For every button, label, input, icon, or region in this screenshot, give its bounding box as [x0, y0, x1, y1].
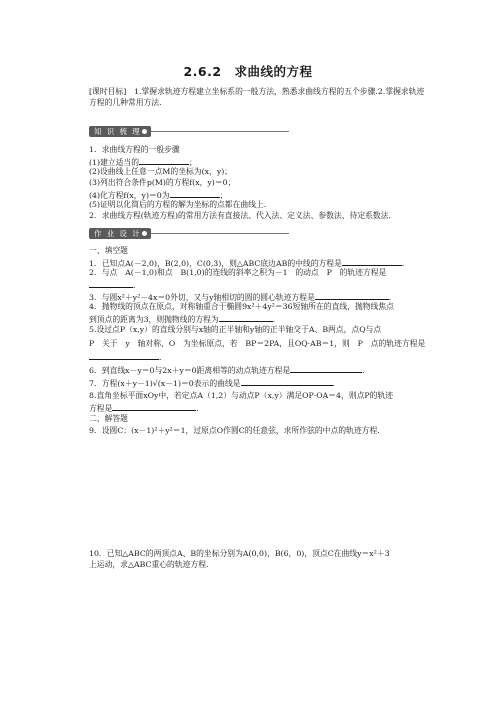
- question-5-cont: P 关于 y 轴对称，O 为坐标原点，若 BP＝2PA，且OQ·AB＝1，则 P 点的轨迹方程是: [89, 339, 426, 348]
- answer-blank[interactable]: [290, 364, 362, 373]
- section-label: 作 业 设 计: [89, 228, 151, 239]
- question-6: 6．到直线x－y＝0与2x＋y＝0距离相等的动点轨迹方程是 ．: [89, 366, 370, 375]
- section-label: 知 识 梳 理: [89, 126, 151, 137]
- section-header-homework: [89, 228, 289, 239]
- section-divider: [151, 131, 289, 132]
- answer-blank[interactable]: [241, 377, 333, 386]
- knowledge-line: 1．求曲线方程的一般步骤: [89, 145, 180, 154]
- knowledge-line: (1)建立适当的 ；: [89, 158, 197, 167]
- knowledge-line: (2)设曲线上任意一点M的坐标为(x，y)；: [89, 167, 233, 176]
- page-title: 2.6.2 求曲线的方程: [183, 64, 313, 79]
- question-5: 5.设过点P（x,y）的直线分别与x轴的正半轴和y轴的正半轴交于A、B两点，点Q与点: [89, 325, 382, 334]
- question-10: 10．已知△ABC的两顶点A、B的坐标分别为A(0,0)，B(6，0)，顶点C在曲线y＝x²＋3: [89, 549, 390, 558]
- answer-blank[interactable]: [89, 351, 159, 360]
- lesson-objective: [课时目标] 1.掌握求轨迹方程建立坐标系的一般方法，熟悉求曲线方程的五个步骤.2.掌握求轨迹方程的几种常用方法.: [89, 87, 425, 107]
- knowledge-line: (4)化方程f(x，y)＝0为 ；: [89, 191, 228, 200]
- knowledge-line: (5)证明以化简后的方程的解为坐标的点都在曲线上．: [89, 200, 272, 209]
- question-4: 4．抛物线的顶点在原点，对称轴重合于椭圆9x²＋4y²＝36短轴所在的直线，抛物线焦点: [89, 302, 394, 311]
- question-7: 7．方程(x＋y－1)√(x－1)＝0表示的曲线是 ．: [89, 379, 341, 388]
- knowledge-line: 2．求曲线方程(轨迹方程)的常用方法有直接法、代入法、定义法、参数法、待定系数法.: [89, 211, 392, 220]
- question-10-cont: 上运动，求△ABC重心的轨迹方程.: [89, 560, 209, 569]
- subsection-title: 一、填空题: [89, 246, 128, 255]
- question-8: 8.直角坐标平面xOy中，若定点A（1,2）与动点P（x,y）满足OP·OA＝4，则点P的轨迹: [89, 391, 394, 400]
- answer-blank[interactable]: [342, 257, 402, 266]
- answer-blank[interactable]: [170, 189, 220, 198]
- question-3: 3．与圆x²＋y²－4x＝0外切，又与y轴相切的圆的圆心轨迹方程是 ．: [89, 293, 397, 302]
- question-9: 9．设圆C：(x－1)²＋y²＝1，过原点O作圆C的任意弦，求所作弦的中点的轨迹方程.: [89, 426, 380, 435]
- question-4-cont: 到顶点的距离为3，则抛物线的方程为 ．: [89, 315, 281, 324]
- answer-blank[interactable]: [315, 291, 389, 300]
- section-header-knowledge: [89, 126, 289, 137]
- bullet-dot-icon: [142, 231, 147, 236]
- knowledge-line: (3)列出符合条件p(M)的方程f(x，y)＝0；: [89, 178, 236, 187]
- question-8-cont: 方程是 ．: [89, 404, 205, 413]
- answer-blank[interactable]: [219, 313, 273, 322]
- question-2: 2．与点 A(－1,0)和点 B(1,0)的连线的斜率之积为－1 的动点 P 的轨迹方程是: [89, 268, 387, 277]
- question-5-cont: ．: [89, 351, 167, 363]
- answer-blank[interactable]: [139, 156, 189, 165]
- question-1: 1．已知点A(－2,0)，B(2,0)，C(0,3)，则△ABC底边AB的中线的方程是 ．: [89, 259, 410, 268]
- subsection-title: 二、解答题: [89, 414, 128, 423]
- section-divider: [151, 233, 289, 234]
- answer-blank[interactable]: [112, 402, 196, 411]
- bullet-dot-icon: [142, 129, 147, 134]
- question-2-cont: ．: [89, 279, 141, 291]
- answer-blank[interactable]: [89, 279, 133, 288]
